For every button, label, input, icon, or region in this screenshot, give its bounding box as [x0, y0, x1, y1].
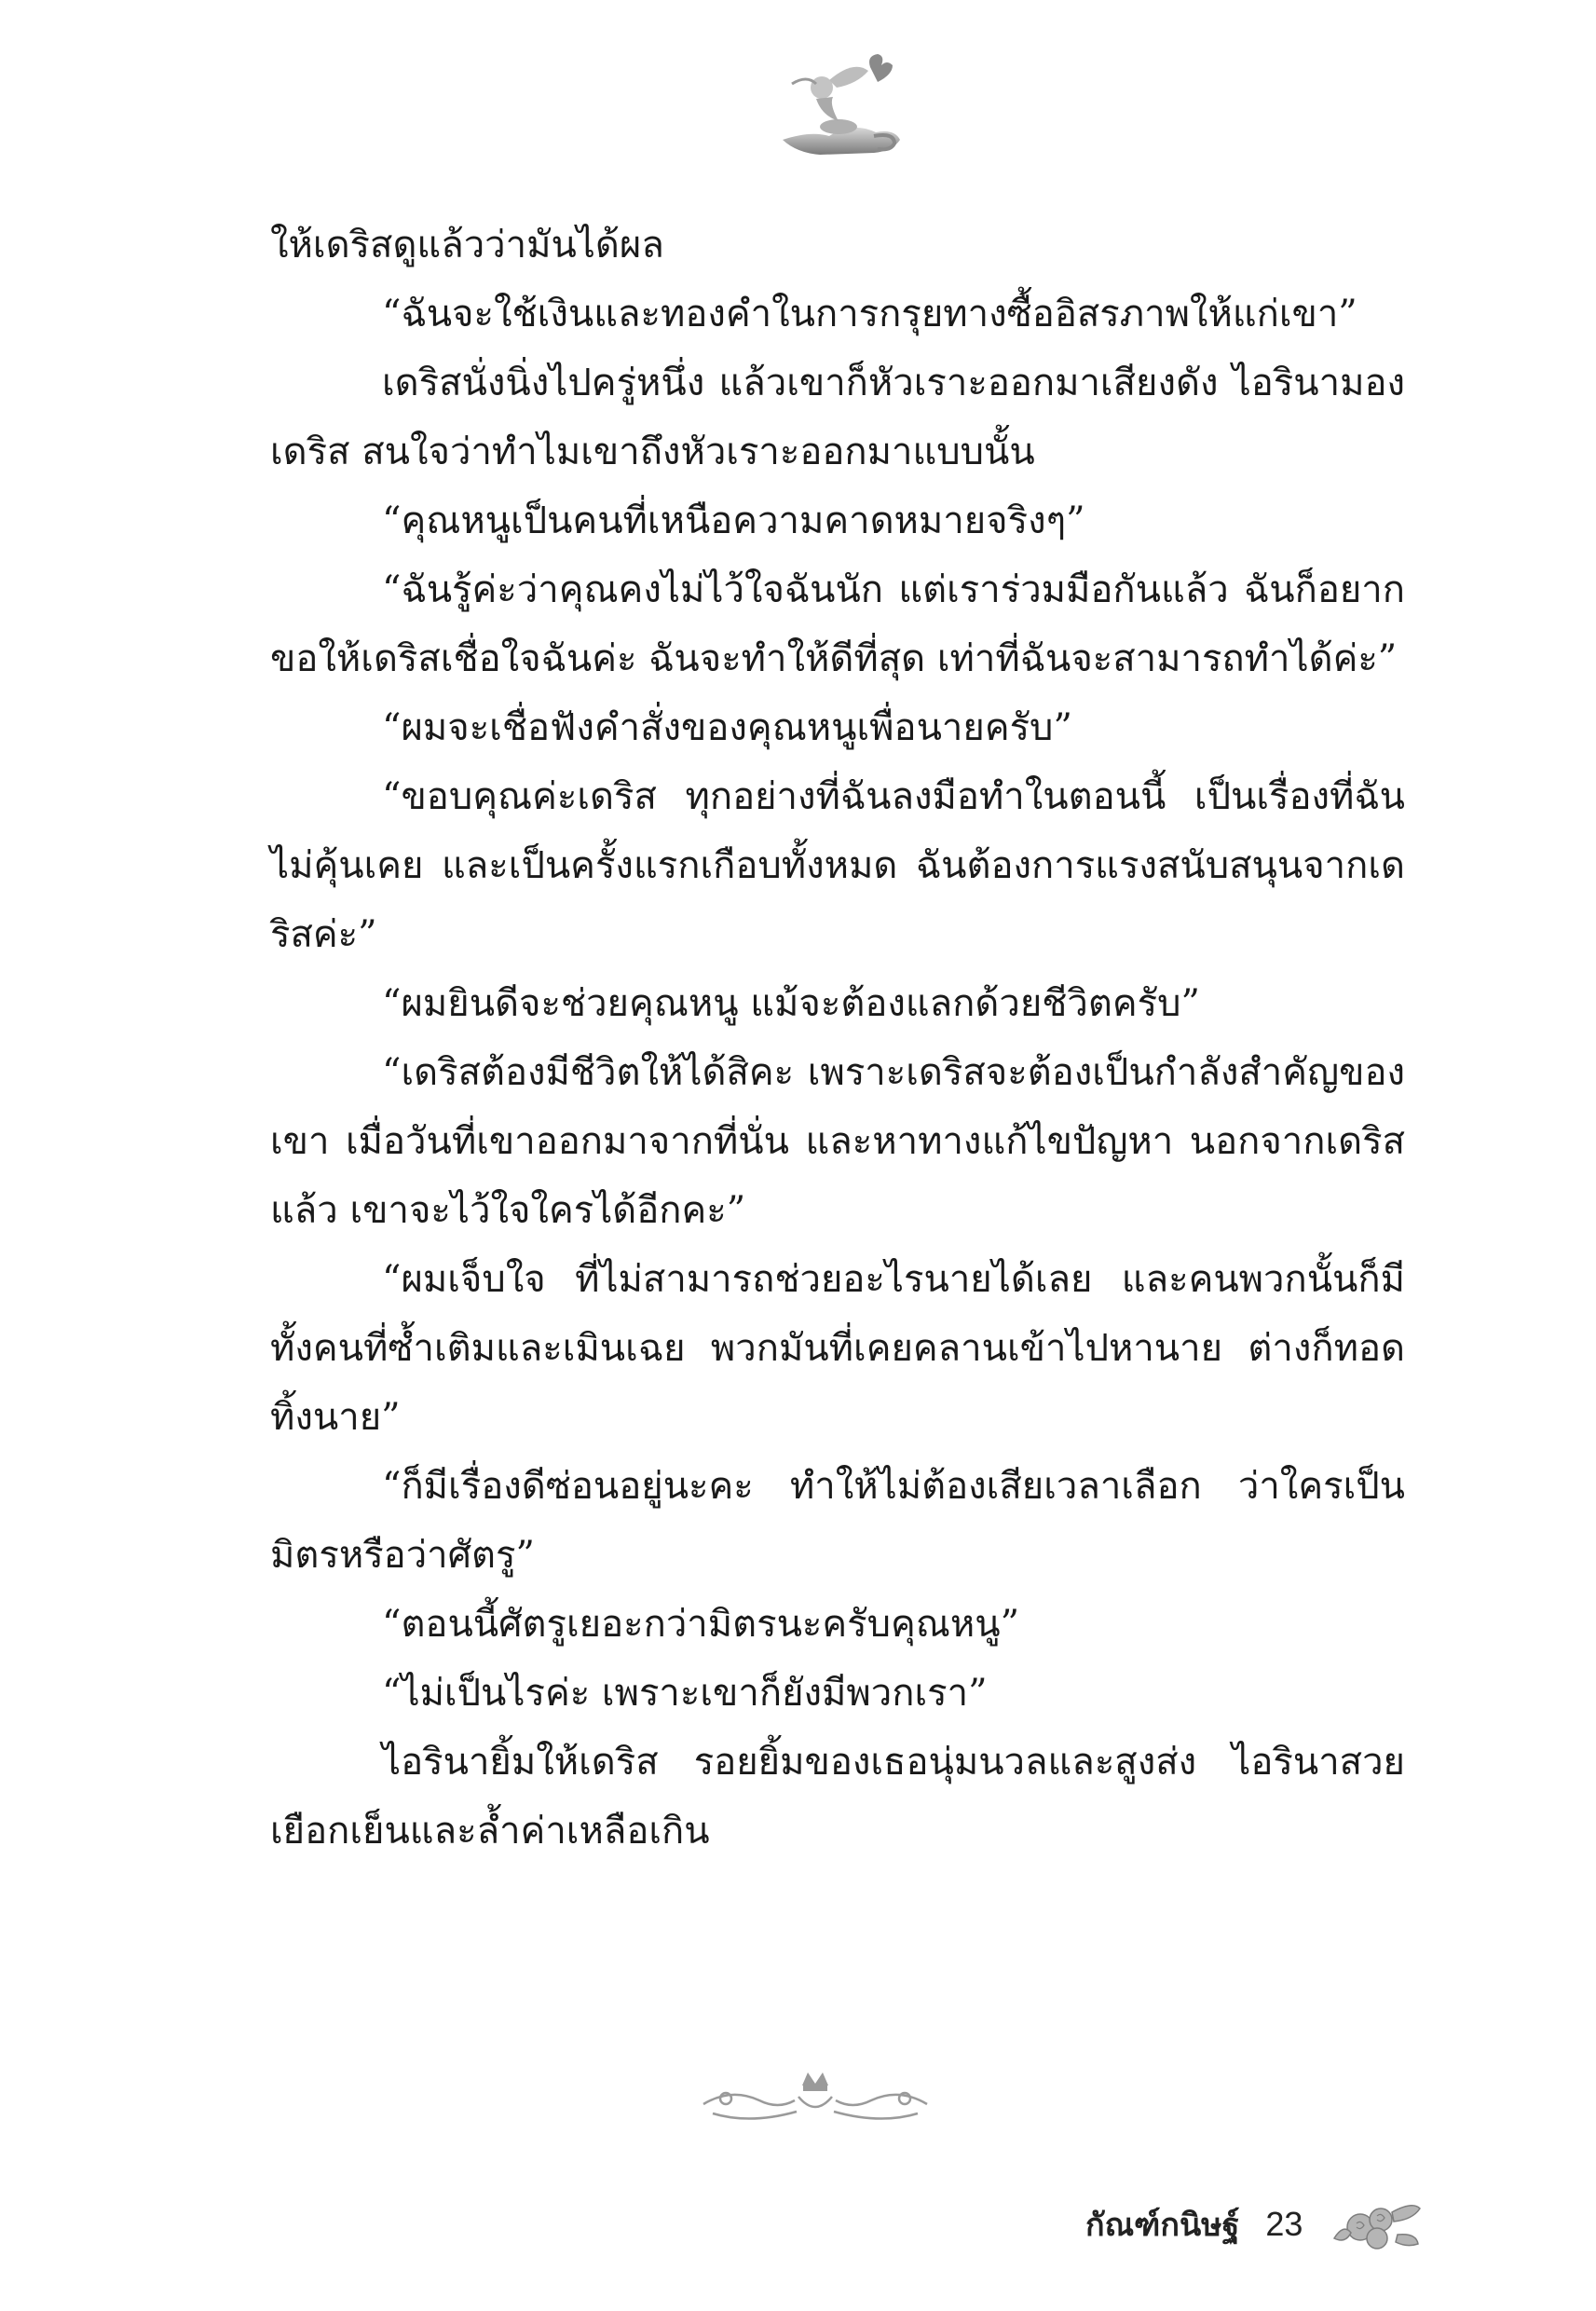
crown-flourish-ornament-icon	[694, 2059, 936, 2134]
paragraph: ไอรินายิ้มให้เดริส รอยยิ้มของเธอนุ่มนวลและสูงส่ง ไอรินาสวยเยือกเย็นและล้ำค่าเหลือเกิน	[270, 1741, 1405, 1853]
paragraph: เดริสนั่งนิ่งไปครู่หนึ่ง แล้วเขาก็หัวเราะออกมาเสียงดัง ไอรินามองเดริส สนใจว่าทำไมเขาถึงหัวเราะออกมาแบบนั้น	[270, 362, 1405, 473]
cupid-teapot-ornament-icon	[764, 47, 913, 168]
paragraph: “คุณหนูเป็นคนที่เหนือความคาดหมายจริงๆ”	[382, 499, 1085, 542]
paragraph: “ผมจะเชื่อฟังคำสั่งของคุณหนูเพื่อนายครับ”	[382, 706, 1072, 749]
paragraph: “ฉันรู้ค่ะว่าคุณคงไม่ไว้ใจฉันนัก แต่เราร่วมมือกันแล้ว ฉันก็อยากขอให้เดริสเชื่อใจฉันค่ะ ฉันจะทำให้ดีที่สุด เท่าที่ฉันจะสามารถทำได้ค่ะ”	[270, 568, 1405, 680]
paragraph: “ตอนนี้ศัตรูเยอะกว่ามิตรนะครับคุณหนู”	[382, 1603, 1020, 1646]
paragraph: “ไม่เป็นไรค่ะ เพราะเขาก็ยังมีพวกเรา”	[382, 1672, 988, 1715]
page-footer	[1085, 2192, 1425, 2257]
story-text	[270, 211, 1405, 1866]
paragraph: “ผมเจ็บใจ ที่ไม่สามารถช่วยอะไรนายได้เลย และคนพวกนั้นก็มีทั้งคนที่ซ้ำเติมและเมินเฉย พวกมันที่เคยคลานเข้าไปหานาย ต่างก็ทอดทิ้งนาย”	[270, 1258, 1405, 1439]
book-title: กัณฑ์กนิษฐ์	[1085, 2207, 1240, 2244]
paragraph: “ก็มีเรื่องดีซ่อนอยู่นะคะ ทำให้ไม่ต้องเสียเวลาเลือก ว่าใครเป็นมิตรหรือว่าศัตรู”	[270, 1465, 1405, 1577]
paragraph: “ฉันจะใช้เงินและทองคำในการกรุยทางซื้ออิสรภาพให้แก่เขา”	[382, 293, 1357, 335]
paragraph: “เดริสต้องมีชีวิตให้ได้สิคะ เพราะเดริสจะต้องเป็นกำลังสำคัญของเขา เมื่อวันที่เขาออกมาจากที่นั่น และหาทางแก้ไขปัญหา นอกจากเดริสแล้ว เขาจะไว้ใจใครได้อีกคะ”	[270, 1051, 1405, 1232]
paragraph: “ขอบคุณค่ะเดริส ทุกอย่างที่ฉันลงมือทำในตอนนี้ เป็นเรื่องที่ฉันไม่คุ้นเคย และเป็นครั้งแรกเกือบทั้งหมด ฉันต้องการแรงสนับสนุนจากเดริสค่ะ”	[270, 775, 1405, 956]
paragraph: ให้เดริสดูแล้วว่ามันได้ผล	[270, 224, 664, 267]
page-number: 23	[1265, 2205, 1303, 2243]
paragraph: “ผมยินดีจะช่วยคุณหนู แม้จะต้องแลกด้วยชีวิตครับ”	[382, 982, 1200, 1025]
flower-bouquet-icon	[1323, 2192, 1425, 2257]
